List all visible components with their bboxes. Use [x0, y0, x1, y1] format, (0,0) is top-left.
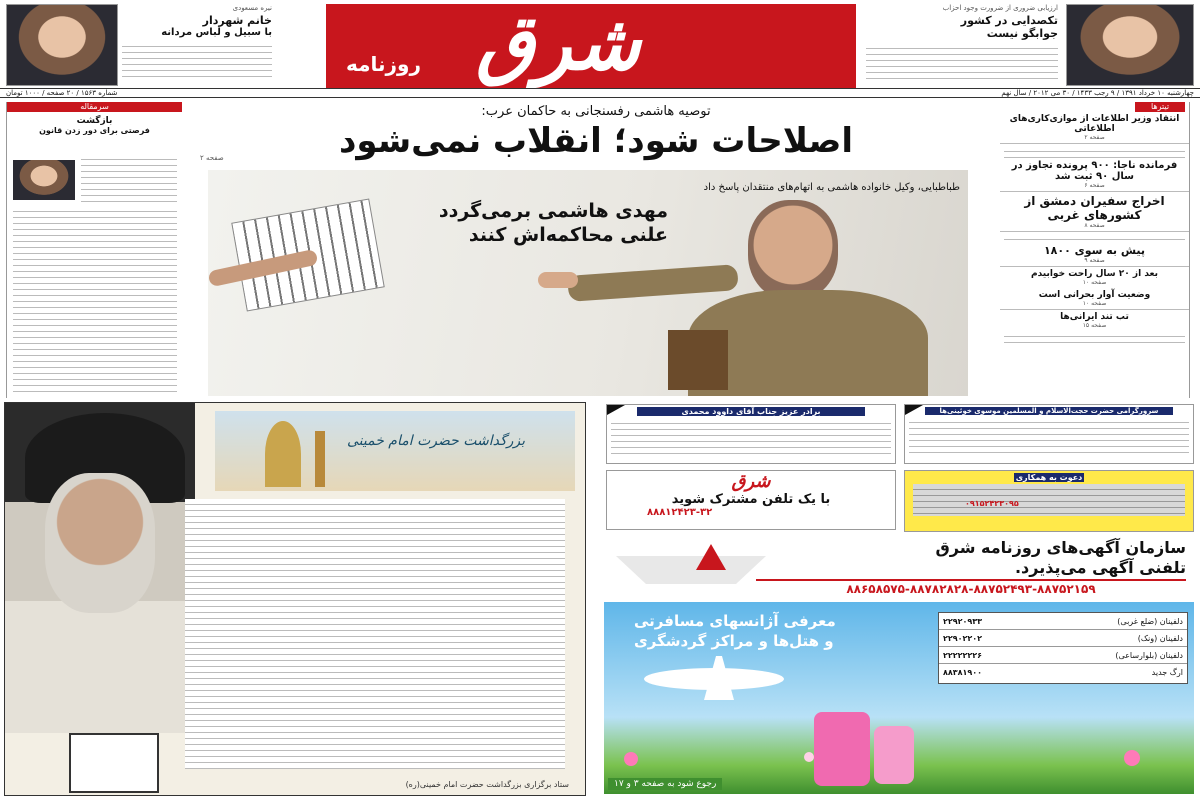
ads-org-line2: تلفنی آگهی می‌پذیرد.: [1014, 558, 1186, 577]
dateline-left: شماره ۱۵۶۳ / ۲۰ صفحه / ۱۰۰۰ تومان: [6, 89, 118, 97]
logo: [326, 0, 856, 88]
left-teaser-title: خانم شهردار: [202, 14, 272, 27]
right-column-header: تیترها: [1135, 102, 1185, 112]
condolence-ad-2[interactable]: [904, 404, 1194, 464]
agency-name: دلفینان (ضلع غربی): [1117, 616, 1183, 626]
right-item-2-ref: صفحه ۸: [1084, 222, 1105, 229]
right-item-2[interactable]: [1000, 192, 1189, 232]
invite-phone: ۰۹۱۵۲۴۲۳۰۹۵: [965, 499, 1019, 508]
agency-phone: ۲۲۹۰۲۲۰۲: [943, 633, 983, 643]
lead-story[interactable]: [196, 102, 996, 400]
right-item-4-title: بعد از ۲۰ سال راحت خوابیدم: [1031, 269, 1158, 279]
left-column: [6, 102, 182, 398]
khomeini-shrine: [215, 411, 575, 491]
ads-org-line1: سازمان آگهی‌های روزنامه شرق: [935, 538, 1186, 557]
khomeini-portrait: [5, 403, 195, 733]
dateline-right: چهارشنبه ۱۰ خرداد ۱۳۹۱ / ۹ رجب ۱۴۳۳ / ۳۰ می ۲۰۱۲ / سال نهم: [1001, 89, 1194, 97]
travel-footer: رجوع شود به صفحه ۳ و ۱۷: [608, 778, 722, 790]
agency-row[interactable]: [939, 647, 1187, 664]
right-teaser-title: تکصدایی در کشور: [960, 14, 1058, 27]
right-column: [1000, 102, 1190, 398]
subscription-title: با یک تلفن مشترک شوید: [671, 492, 831, 507]
subscription-ad[interactable]: [606, 470, 896, 530]
ads-org-banner[interactable]: [606, 536, 1194, 596]
agency-name: دلفینان (بلوار‌ساعی): [1115, 650, 1183, 660]
left-column-header: سرمقاله: [7, 102, 182, 112]
right-item-0-ref: صفحه ۲: [1084, 134, 1105, 141]
agency-name: دلفینان (ونک): [1137, 633, 1183, 643]
right-teaser[interactable]: [866, 4, 1058, 86]
right-item-1[interactable]: [1000, 144, 1189, 192]
right-item-3[interactable]: [1000, 232, 1189, 267]
agency-name: ارگ جدید: [1151, 668, 1183, 677]
paper-boat-icon: [616, 544, 766, 584]
khomeini-ad[interactable]: [4, 402, 586, 796]
travel-title-1: معرفی آژانسهای مسافرتی: [634, 612, 836, 630]
agency-phone: ۲۲۹۲۰۹۳۳: [943, 616, 983, 626]
editorial-body-top: [81, 154, 177, 202]
right-item-4[interactable]: [1000, 267, 1189, 288]
editorial-author-photo: [13, 160, 75, 200]
right-item-3-title: پیش به سوی ۱۸۰۰: [1043, 244, 1146, 257]
travel-title-2: و هتل‌ها و مراکز گردشگری: [634, 632, 834, 650]
right-item-4-ref: صفحه ۱۰: [1082, 279, 1107, 286]
logo-sub: روزنامه: [346, 52, 421, 76]
right-teaser-subtitle: جوابگو نیست: [986, 27, 1058, 40]
agency-table: [938, 612, 1188, 684]
right-teaser-photo: [1066, 4, 1194, 86]
lead-photo-kicker: طباطبایی، وکیل خانواده هاشمی به اتهام‌های منتقدان پاسخ داد: [703, 182, 960, 193]
right-item-0-title: انتقاد وزیر اطلاعات از موازی‌کاری‌های اطلاعاتی: [1009, 114, 1180, 134]
right-item-6[interactable]: [1000, 310, 1189, 347]
lead-kicker: توصیه هاشمی رفسنجانی به حاکمان عرب:: [481, 104, 711, 119]
travel-ad[interactable]: [604, 602, 1194, 794]
lead-headline: اصلاحات شود؛ انقلاب نمی‌شود: [338, 121, 854, 161]
condolence-1-title: برادر عزیز جناب آقای داوود محمدی: [637, 407, 865, 416]
right-item-2-title: اخراج سفیران دمشق از کشورهای غربی: [1024, 194, 1165, 222]
left-column-title-1: بازگشت: [76, 116, 113, 126]
right-item-6-ref: صفحه ۱۵: [1082, 322, 1107, 329]
khomeini-ad-body: [185, 499, 565, 769]
right-item-6-title: تب تند ایرانی‌ها: [1060, 312, 1129, 322]
right-item-5[interactable]: [1000, 288, 1189, 310]
invite-title: دعوت به همکاری: [1015, 473, 1083, 482]
suitcase-icon: [814, 712, 870, 786]
condolence-ad-1[interactable]: [606, 404, 896, 464]
agency-row[interactable]: [939, 664, 1187, 681]
agency-row[interactable]: [939, 613, 1187, 630]
khomeini-caption: بزرگداشت حضرت امام خمینی: [346, 433, 525, 449]
khomeini-ad-logo: [69, 733, 159, 793]
right-item-1-ref: صفحه ۶: [1084, 182, 1105, 189]
lead-photo-figure: [628, 180, 928, 396]
lead-photo-headline-1: مهدی هاشمی برمی‌گردد: [438, 200, 668, 222]
right-teaser-kicker: ارزیابی ضروری از ضرورت وجود احزاب: [942, 4, 1058, 12]
editorial-body: [13, 206, 177, 392]
right-item-5-title: وضعیت آوار بحرانی است: [1038, 290, 1151, 300]
left-teaser-body: [122, 41, 272, 77]
invite-ad[interactable]: [904, 470, 1194, 532]
left-teaser[interactable]: [122, 4, 272, 86]
condolence-2-title: سرورگرامی حضرت حجت‌الاسلام و المسلمین موسوی خوئینی‌ها: [925, 407, 1173, 415]
agency-phone: ۸۸۳۸۱۹۰۰: [943, 668, 983, 677]
logo-text: شرق: [476, 0, 641, 87]
left-teaser-photo: [6, 4, 118, 86]
dateline: [0, 88, 1200, 98]
lead-photo-headline-2: علنی محاکمه‌اش کنند: [468, 224, 668, 246]
right-item-5-ref: صفحه ۱۰: [1082, 300, 1107, 307]
lead-photo: [208, 170, 968, 396]
subscription-phone: ۸۸۸۱۲۴۲۳-۳۲: [647, 507, 713, 518]
ads-org-phones: ۸۸۶۵۸۵۷۵-۸۸۷۸۲۸۲۸-۸۸۷۵۲۴۹۳-۸۸۷۵۲۱۵۹: [756, 579, 1186, 595]
right-item-3-ref: صفحه ۹: [1084, 257, 1105, 264]
subscription-brand: شرق: [731, 471, 771, 492]
right-item-0[interactable]: [1000, 112, 1189, 144]
masthead: [0, 0, 1200, 98]
agency-phone: ۲۲۲۲۲۲۲۶: [943, 650, 983, 660]
left-teaser-subtitle: با سبیل و لباس مردانه: [161, 27, 272, 38]
left-column-title-2: فرصتی برای دور زدن قانون: [39, 126, 150, 135]
agency-row[interactable]: [939, 630, 1187, 647]
right-teaser-body: [866, 43, 1058, 79]
lead-page-ref: صفحه ۲: [200, 154, 224, 162]
right-item-1-title: فرمانده ناجا: ۹۰۰ پرونده تجاوز در سال ۹۰ ثبت شد: [1011, 160, 1178, 182]
khomeini-ad-footer: ستاد برگزاری بزرگداشت حضرت امام خمینی(ره): [405, 780, 569, 789]
left-teaser-kicker: نیره مسعودی: [232, 4, 272, 12]
